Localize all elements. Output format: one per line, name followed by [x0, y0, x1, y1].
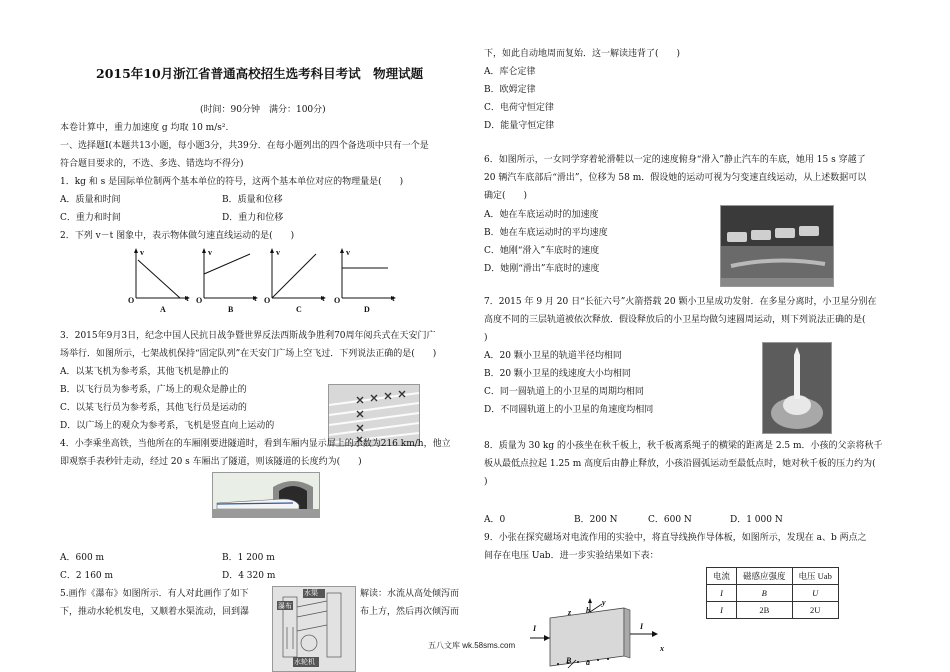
graph-b-v-label: v [208, 248, 212, 257]
diagram-label-a: a [586, 658, 590, 667]
graph-a-v-label: v [140, 248, 144, 257]
diagram-label-x: x [660, 644, 664, 653]
gravity-note: 本卷计算中，重力加速度 g 均取 10 m/s². [60, 123, 229, 133]
q1-option-a: A．质量和时间 [60, 195, 121, 205]
q3-option-d: D．以广场上的观众为参考系，飞机是竖直向上运动的 [60, 421, 275, 431]
q8-line1: 8．质量为 30 kg 的小孩坐在秋千板上，秋千板离系绳子的横梁的距离是 2.5 m．小孩的父亲将秋千 [484, 441, 883, 451]
q1-option-b: B．质量和位移 [222, 195, 283, 205]
graph-d-v-label: v [346, 248, 350, 257]
graph-a-o-label: O [128, 296, 135, 305]
q5-option-b: B．欧姆定律 [484, 85, 536, 95]
q7-line3: ) [484, 333, 488, 343]
q6-option-a: A．她在车底运动时的加速度 [484, 210, 599, 220]
graph-d-option: D [364, 305, 370, 314]
graph-b-o-label: O [196, 296, 203, 305]
q1-stem: 1．kg 和 s 是国际单位制两个基本单位的符号，这两个基本单位对应的物理量是( ) [60, 177, 404, 187]
q7-line1: 7．2015 年 9 月 20 日“长征六号”火箭搭载 20 颗小卫星成功发射．在多星分离时，小卫星分别在 [484, 297, 877, 307]
diagram-label-i-left: I [533, 624, 537, 633]
time-info: (时间：90分钟 满分：100分) [200, 105, 326, 115]
q5-right2: 布上方，然后再次倾泻而 [360, 607, 460, 617]
watermark: 五八文库 wk.58sms.com [428, 641, 516, 650]
graph-c-t-label: t [322, 294, 325, 303]
q5-right1: 解读：水流从高处倾泻而 [360, 589, 460, 599]
graph-d-t-label: t [392, 294, 395, 303]
graph-a-t-label: t [186, 294, 189, 303]
q4-option-b: B．1 200 m [222, 553, 275, 563]
q5-line2: 下，推动水轮机发电，又顺着水渠流动，回到瀑 [60, 607, 250, 617]
q6-line1: 6．如图所示，一女同学穿着轮滑鞋以一定的速度俯身“滑入”静止汽车的车底，她用 15 s 穿越了 [484, 155, 866, 165]
q4-line1: 4．小李乘坐高铁，当他所在的车厢刚要进隧道时，看到车厢内显示屏上的示数为216 km/h，他立 [60, 439, 451, 449]
q1-option-d: D．重力和位移 [222, 213, 284, 223]
diagram-label-B: B [566, 656, 572, 665]
graph-c-option: C [296, 305, 302, 314]
q6-line2: 20 辆汽车底部后“滑出”，位移为 58 m．假设她的运动可视为匀变速直线运动，从上述数据可以 [484, 173, 867, 183]
q4-line2: 即观察手表秒针走动，经过 20 s 车厢出了隧道，则该隧道的长度约为( ) [60, 457, 362, 467]
diagram-label-b: b [586, 606, 590, 615]
q3-option-a: A．以某飞机为参考系，其他飞机是静止的 [60, 367, 229, 377]
q8-option-b: B．200 N [574, 515, 618, 525]
waterfall-label-fall: 瀑布 [278, 602, 292, 610]
graph-d-o-label: O [334, 296, 341, 305]
conductor-plate-diagram [528, 598, 668, 670]
q3-line2: 场举行．如图所示，七架战机保持“固定队列”在天安门广场上空飞过．下列说法正确的是( ) [60, 349, 437, 359]
q5-option-c: C．电荷守恒定律 [484, 103, 554, 113]
q5-continuation: 下，如此自动地周而复始．这一解读违背了( ) [484, 49, 681, 59]
q3-line1: 3．2015年9月3日，纪念中国人民抗日战争暨世界反法西斯战争胜利70周年阅兵式在天安门广 [60, 331, 436, 341]
table-header-current: 电流 [707, 568, 737, 585]
q7-option-d: D．不同圆轨道上的小卫星的角速度均相同 [484, 405, 654, 415]
q9-line1: 9．小张在探究磁场对电流作用的实验中，将直导线换作导体板，如图所示，发现在 a、b 两点之 [484, 533, 867, 543]
q8-line3: ) [484, 477, 488, 487]
section1-line2: 符合题目要求的，不选、多选、错选均不得分) [60, 159, 244, 169]
section1-line1: 一、选择题Ⅰ(本题共13小题，每小题3分，共39分．在每小题列出的四个备选项中只有一个是 [60, 141, 429, 151]
q9-line2: 间存在电压 Uab．进一步实验结果如下表： [484, 551, 659, 561]
graph-b-option: B [228, 305, 234, 314]
q5-option-d: D．能量守恒定律 [484, 121, 555, 131]
q6-option-d: D．她刚“滑出”车底时的速度 [484, 264, 600, 274]
waterfall-label-turbine: 水轮机 [294, 658, 315, 666]
graph-b-t-label: t [254, 294, 257, 303]
q1-option-c: C．重力和时间 [60, 213, 121, 223]
q5-line1: 5.画作《瀑布》如图所示．有人对此画作了如下 [60, 589, 249, 599]
exam-title: 2015年10月浙江省普通高校招生选考科目考试 物理试题 [96, 66, 424, 81]
waterfall-label-channel: 水渠 [304, 589, 318, 597]
q8-option-a: A．0 [484, 515, 506, 525]
aircraft-formation-image [328, 384, 420, 446]
graph-c-v-label: v [276, 248, 280, 257]
diagram-label-y: y [602, 598, 606, 607]
q8-line2: 板从最低点拉起 1.25 m 高度后由静止释放，小孩沿圆弧运动至最低点时，她对秋千板的压力约为( [484, 459, 876, 469]
q6-option-c: C．她刚“滑入”车底时的速度 [484, 246, 600, 256]
q7-option-b: B．20 颗小卫星的线速度大小均相同 [484, 369, 631, 379]
q3-option-c: C．以某飞行员为参考系，其他飞行员是运动的 [60, 403, 247, 413]
q8-option-c: C．600 N [648, 515, 692, 525]
table-row: I B U [707, 585, 839, 602]
table-row: I 2B 2U [707, 602, 839, 619]
q5-option-a: A．库仑定律 [484, 67, 536, 77]
q4-option-c: C．2 160 m [60, 571, 114, 581]
q7-option-a: A．20 颗小卫星的轨道半径均相同 [484, 351, 622, 361]
q8-option-d: D．1 000 N [730, 515, 783, 525]
roller-skater-image [720, 205, 834, 287]
q4-option-a: A．600 m [60, 553, 105, 563]
q2-stem: 2．下列 v－t 图象中，表示物体做匀速直线运动的是( ) [60, 231, 295, 241]
graph-a-option: A [160, 305, 166, 314]
q4-option-d: D．4 320 m [222, 571, 276, 581]
q9-results-table [706, 567, 839, 619]
q6-option-b: B．她在车底运动时的平均速度 [484, 228, 608, 238]
graph-c-o-label: O [264, 296, 271, 305]
diagram-label-z: z [568, 608, 572, 617]
q3-option-b: B．以飞行员为参考系，广场上的观众是静止的 [60, 385, 247, 395]
q7-option-c: C．同一圆轨道上的小卫星的周期均相同 [484, 387, 644, 397]
diagram-label-i-right: I [640, 622, 644, 631]
table-header-field: 磁感应强度 [737, 568, 793, 585]
train-image [212, 472, 320, 518]
q7-line2: 高度不同的三层轨道被依次释放．假设释放后的小卫星均做匀速圆周运动，则下列说法正确的是( [484, 315, 866, 325]
rocket-launch-image [762, 342, 832, 434]
q6-line3: 确定( ) [484, 191, 528, 201]
table-header-voltage: 电压 Uab [792, 568, 838, 585]
